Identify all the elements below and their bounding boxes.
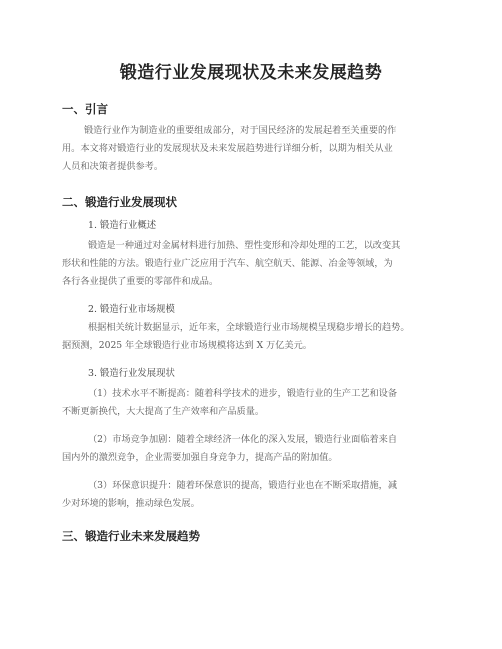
paragraph-line: 国内外的激烈竞争，企业需要加强自身竞争力，提高产品的附加值。 <box>62 452 338 463</box>
paragraph-line: 不断更新换代，大大提高了生产效率和产品质量。 <box>62 406 265 417</box>
paragraph-line: 用。本文将对锻造行业的发展现状及未来发展趋势进行详细分析，以期为相关从业 <box>62 143 393 154</box>
paragraph-line: 锻造行业作为制造业的重要组成部分，对于国民经济的发展起着至关重要的作 <box>84 125 397 136</box>
paragraph-line: （3）环保意识提升：随着环保意识的提高，锻造行业也在不断采取措施，减 <box>88 480 398 491</box>
paragraph-line: 锻造是一种通过对金属材料进行加热、塑性变形和冷却处理的工艺，以改变其 <box>88 240 401 251</box>
section-heading-status: 二、锻造行业发展现状 <box>62 195 177 209</box>
paragraph-line: （2）市场竞争加剧：随着全球经济一体化的深入发展，锻造行业面临着来自 <box>88 434 398 445</box>
paragraph-line: 少对环境的影响，推动绿色发展。 <box>62 498 200 509</box>
document-title: 锻造行业发展现状及未来发展趋势 <box>119 63 383 83</box>
paragraph-line: （1）技术水平不断提高：随着科学技术的进步，锻造行业的生产工艺和设备 <box>88 388 398 399</box>
paragraph-line: 形状和性能的方法。锻造行业广泛应用于汽车、航空航天、能源、冶金等领域，为 <box>62 258 393 269</box>
paragraph-line: 人员和决策者提供参考。 <box>62 161 164 172</box>
section-heading-trends: 三、锻造行业未来发展趋势 <box>62 529 200 543</box>
subheading-current-status: 3. 锻造行业发展现状 <box>88 368 175 379</box>
paragraph-line: 根据相关统计数据显示，近年来，全球锻造行业市场规模呈现稳步增长的趋势。 <box>88 322 410 333</box>
section-heading-intro: 一、引言 <box>62 102 108 116</box>
subheading-overview: 1. 锻造行业概述 <box>88 220 157 231</box>
subheading-market-size: 2. 锻造行业市场规模 <box>88 304 175 315</box>
paragraph-line: 据预测，2025 年全球锻造行业市场规模将达到 X 万亿美元。 <box>62 340 312 351</box>
paragraph-line: 各行各业提供了重要的零部件和成品。 <box>62 276 219 287</box>
